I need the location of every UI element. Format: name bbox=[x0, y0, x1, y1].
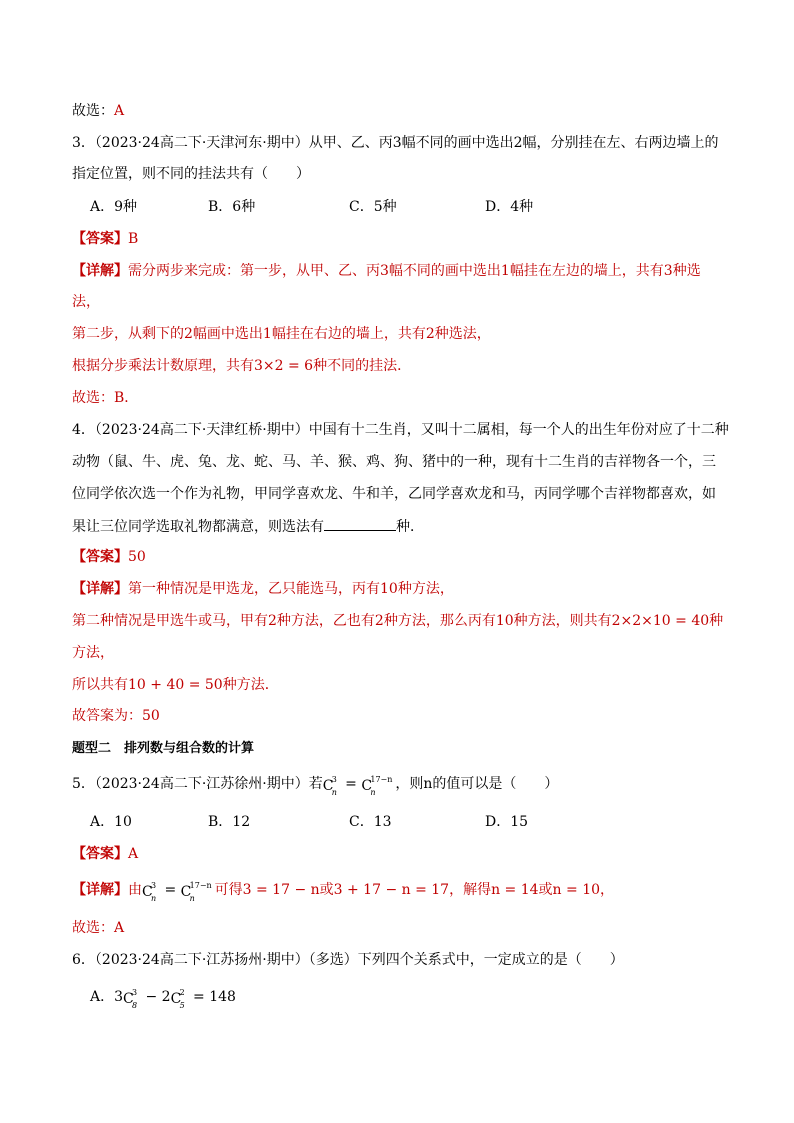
q2-conclusion: 故选：A bbox=[72, 103, 125, 119]
q5-option-a: A．10 bbox=[90, 814, 132, 830]
q5-detail: 【详解】由 C 3 n = C 17−n n 可得3 = 17 − n或3 + 17 − n = 17，解得n = 14或n = 10， bbox=[72, 881, 615, 903]
q5-stem: 5．（2023·24高二下·江苏徐州·期中）若 C 3 n = C 17−n n ，则n的值可以是（ ） bbox=[72, 775, 559, 797]
q3-detail-line3: 第二步，从剩下的2幅画中选出1幅挂在右边的墙上，共有2种选法， bbox=[72, 326, 491, 342]
q4-detail-line2: 第二种情况是甲选牛或马，甲有2种方法，乙也有2种方法，那么丙有10种方法，则共有2×2×10 = 40种 bbox=[72, 613, 724, 629]
q3-options bbox=[90, 197, 610, 217]
q4-stem-line4: 果让三位同学选取礼物都满意，则选法有 种． bbox=[72, 516, 424, 537]
q5-equation: C 3 n = C 17−n n bbox=[322, 775, 393, 797]
q3-detail-line2: 法， bbox=[72, 294, 100, 310]
q5-detail-equation: C 3 n = C 17−n n bbox=[142, 881, 212, 903]
q3-stem-line2: 指定位置，则不同的挂法共有（ ） bbox=[72, 166, 310, 182]
q3-answer: 【答案】B bbox=[72, 231, 139, 247]
q6-stem: 6．（2023·24高二下·江苏扬州·期中）（多选）下列四个关系式中，一定成立的是（ ） bbox=[72, 952, 624, 968]
q5-option-d: D．15 bbox=[485, 814, 529, 830]
answer-blank bbox=[324, 516, 396, 531]
q3-conclusion: 故选：B． bbox=[72, 390, 139, 406]
q3-option-d: D．4种 bbox=[485, 199, 534, 215]
q4-detail-line3: 方法， bbox=[72, 645, 114, 661]
q3-option-b: B．6种 bbox=[208, 199, 256, 215]
q4-conclusion: 故答案为：50 bbox=[72, 708, 160, 724]
q5-option-c: C．13 bbox=[349, 814, 392, 830]
q5-answer: 【答案】A bbox=[72, 846, 139, 862]
q4-answer: 【答案】50 bbox=[72, 549, 146, 565]
q5-option-b: B．12 bbox=[208, 814, 251, 830]
q4-detail-line1: 【详解】第一种情况是甲选龙，乙只能选马，丙有10种方法， bbox=[72, 581, 454, 597]
q4-stem-line1: 4．（2023·24高二下·天津红桥·期中）中国有十二生肖，又叫十二属相，每一个人的出生年份对应了十二种 bbox=[72, 422, 729, 438]
q6-option-a: A．3 C 3 8 − 2 C 2 5 = 148 bbox=[90, 988, 236, 1010]
q5-options bbox=[90, 812, 610, 832]
q5-conclusion: 故选：A bbox=[72, 920, 125, 936]
section-heading: 题型二 排列数与组合数的计算 bbox=[72, 741, 255, 756]
q3-option-c: C．5种 bbox=[349, 199, 397, 215]
q4-stem-line2: 动物（鼠、牛、虎、兔、龙、蛇、马、羊、猴、鸡、狗、猪中的一种，现有十二生肖的吉祥物各一个，三 bbox=[72, 454, 716, 470]
q6-option-a-formula: 3 C 3 8 − 2 C 2 5 bbox=[114, 988, 185, 1010]
q3-detail-line1: 【详解】需分两步来完成：第一步，从甲、乙、丙3幅不同的画中选出1幅挂在左边的墙上，共有3种选 bbox=[72, 263, 701, 279]
q4-detail-line4: 所以共有10 + 40 = 50种方法． bbox=[72, 677, 279, 693]
q3-option-a: A．9种 bbox=[90, 199, 138, 215]
q3-detail-line4: 根据分步乘法计数原理，共有3×2 = 6种不同的挂法． bbox=[72, 358, 412, 374]
q4-stem-line3: 位同学依次选一个作为礼物，甲同学喜欢龙、牛和羊，乙同学喜欢龙和马，丙同学哪个吉祥物都喜欢，如 bbox=[72, 486, 716, 502]
q3-stem-line1: 3．（2023·24高二下·天津河东·期中）从甲、乙、丙3幅不同的画中选出2幅，分别挂在左、右两边墙上的 bbox=[72, 135, 719, 151]
